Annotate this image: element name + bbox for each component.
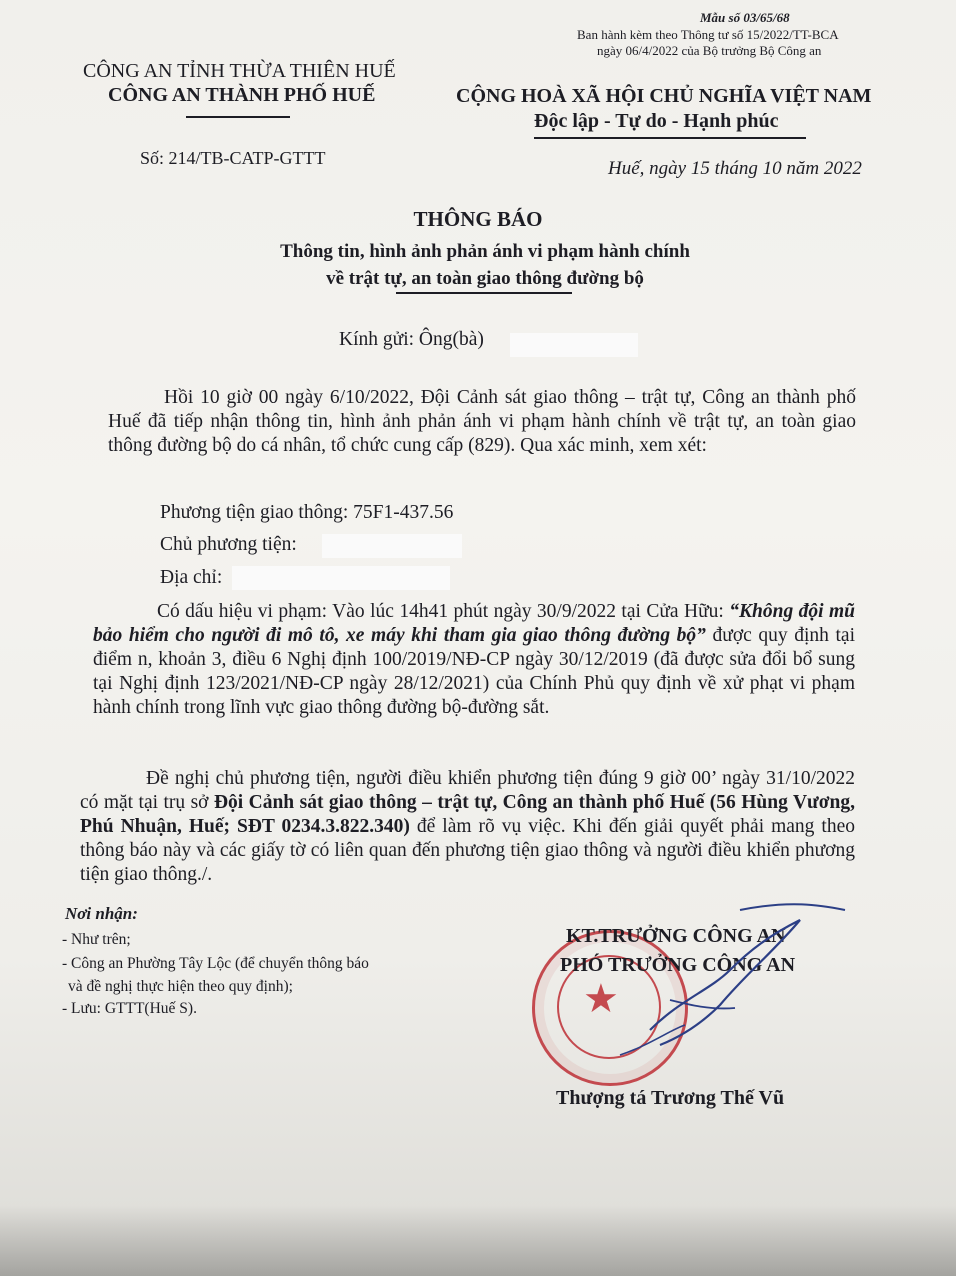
document-number: Số: 214/TB-CATP-GTTT bbox=[140, 148, 326, 168]
form-issued-line-2: ngày 06/4/2022 của Bộ trưởng Bộ Công an bbox=[597, 43, 822, 58]
request-rest: để làm rõ vụ việc. Khi đến giải quyết phải mang theo thông báo này và các giấy tờ có liên quan đến phương tiện giao thông và người điều khiển phương tiện giao thông./. bbox=[80, 816, 855, 885]
form-issued-line-1: Ban hành kèm theo Thông tư số 15/2022/TT-BCA bbox=[577, 27, 839, 42]
request-lead: Đề nghị chủ phương tiện, người điều khiển phương tiện đúng 9 giờ 00’ ngày 31/10/2022 có mặt tại trụ sở bbox=[80, 768, 855, 813]
handwritten-signature bbox=[560, 880, 860, 1060]
paragraph-request bbox=[80, 767, 855, 887]
star-icon: ★ bbox=[583, 976, 619, 1021]
document-title: THÔNG BÁO bbox=[413, 207, 543, 231]
national-title: CỘNG HOÀ XÃ HỘI CHỦ NGHĨA VIỆT NAM bbox=[456, 85, 872, 107]
recipient-item: - Như trên; bbox=[62, 931, 131, 948]
agency-underline bbox=[186, 116, 290, 118]
recipients-title: Nơi nhận: bbox=[65, 904, 138, 923]
subtitle-underline bbox=[396, 292, 572, 294]
signatory-name: Thượng tá Trương Thế Vũ bbox=[556, 1087, 785, 1109]
paragraph-received: Hồi 10 giờ 00 ngày 6/10/2022, Đội Cảnh sát giao thông – trật tự, Công an thành phố Huế đã tiếp nhận thông tin, hình ảnh phản ánh vi phạm hành chính về trật tự, an toàn giao thông đường bộ do cá nhân, tổ chức cung cấp (829). Qua xác minh, xem xét: bbox=[108, 387, 856, 456]
signature-title-1: KT.TRƯỞNG CÔNG AN bbox=[566, 925, 786, 947]
document-subtitle-2: về trật tự, an toàn giao thông đường bộ bbox=[326, 268, 644, 289]
redacted-recipient-name bbox=[510, 333, 638, 357]
recipient-item: - Công an Phường Tây Lộc (để chuyển thông báo bbox=[62, 955, 369, 972]
paper-shadow bbox=[0, 1205, 956, 1276]
greeting: Kính gửi: Ông(bà) bbox=[339, 329, 484, 350]
violation-description: “Không đội mũ bảo hiểm cho người đi mô tô, xe máy khi tham gia giao thông đường bộ” bbox=[93, 601, 855, 646]
recipient-item: - Lưu: GTTT(Huế S). bbox=[62, 1000, 197, 1017]
request-office: Đội Cảnh sát giao thông – trật tự, Công an thành phố Huế (56 Hùng Vương, Phú Nhuận, Huế; SĐT 0234.3.822.340) bbox=[80, 792, 855, 837]
signature-title-2: PHÓ TRƯỞNG CÔNG AN bbox=[560, 954, 796, 976]
redacted-owner bbox=[322, 534, 462, 558]
agency-province: CÔNG AN TỈNH THỪA THIÊN HUẾ bbox=[83, 60, 396, 82]
paragraph-violation bbox=[93, 600, 855, 720]
agency-city: CÔNG AN THÀNH PHỐ HUẾ bbox=[108, 84, 376, 106]
national-motto: Độc lập - Tự do - Hạnh phúc bbox=[534, 110, 779, 132]
owner-address-label: Địa chỉ: bbox=[160, 567, 223, 588]
violation-lead: Có dấu hiệu vi phạm: Vào lúc 14h41 phút ngày 30/9/2022 tại Cửa Hữu: bbox=[157, 601, 724, 622]
form-number: Mẫu số 03/65/68 bbox=[700, 10, 790, 25]
redacted-address bbox=[232, 566, 450, 590]
motto-underline bbox=[534, 137, 806, 139]
document-date: Huế, ngày 15 tháng 10 năm 2022 bbox=[608, 158, 862, 179]
violation-legal-basis: được quy định tại điểm n, khoản 3, điều 6 Nghị định 100/2019/NĐ-CP ngày 30/12/2019 (đã được sửa đổi bổ sung tại Nghị định 123/2021/NĐ-CP ngày 28/12/2021) của Chính Phủ quy định về xử phạt vi phạm hành chính trong lĩnh vực giao thông đường bộ-đường sắt. bbox=[93, 625, 855, 718]
vehicle-plate: Phương tiện giao thông: 75F1-437.56 bbox=[160, 502, 454, 523]
recipient-item: và đề nghị thực hiện theo quy định); bbox=[68, 978, 293, 995]
document-subtitle-1: Thông tin, hình ảnh phản ánh vi phạm hành chính bbox=[280, 241, 690, 262]
vehicle-owner-label: Chủ phương tiện: bbox=[160, 534, 297, 555]
